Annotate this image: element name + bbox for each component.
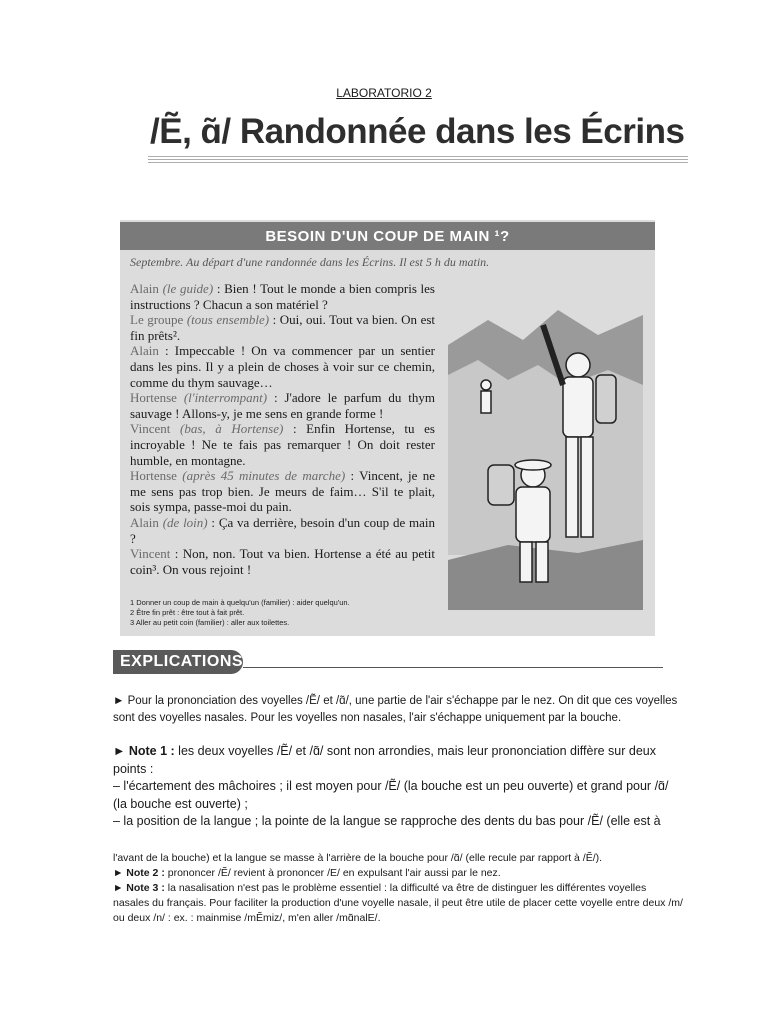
- dialogue-line: Vincent (bas, à Hortense) : Enfin Hortense, tu es incroyable ! Ne te fais pas remarquer ! On doit rester humble, en montagne.: [130, 421, 435, 468]
- divider: [243, 667, 663, 668]
- explanation-paragraph: ► Pour la prononciation des voyelles /Ẽ/ et /ɑ̃/, une partie de l'air s'échappe par le nez. On dit que ces voyelles sont des voyelles nasales. Pour les voyelles non nasales, l'air s'échappe uniquement par la bouche.: [113, 695, 678, 724]
- dialogue-line: Hortense (l'interrompant) : J'adore le parfum du thym sauvage ! Allons-y, je me sens en grande forme !: [130, 390, 435, 421]
- speaker: Alain (le guide): [130, 281, 214, 296]
- explications-heading: EXPLICATIONS: [120, 653, 244, 670]
- page-title: /Ẽ, ɑ̃/ Randonnée dans les Écrins: [150, 112, 685, 151]
- note-3: ► Note 3 : la nasalisation n'est pas le problème essentiel : la difficulté va être de distinguer les différentes voyelles nasales du français. Pour faciliter la production d'une voyelle nasale, il peut être utile de placer cette voyelle entre deux /m/ ou deux /n/ : ex. : mainmise /mẼmiz/, m'en aller /mɑ̃nalE/.: [113, 882, 683, 924]
- footnotes: [130, 598, 350, 628]
- note-1: ► Note 1 : les deux voyelles /Ẽ/ et /ɑ̃/ sont non arrondies, mais leur prononciation diffère sur deux points : – l'écartement des mâchoires ; il est moyen pour /Ẽ/ (la bouche est un peu ouverte) et grand pour /ɑ̃/ (la bouche est ouverte) ; – la position de la langue ; la pointe de la langue se rapproche des dents du bas pour /Ẽ/ (elle est à: [113, 744, 669, 828]
- note-label: ► Note 1 :: [113, 744, 175, 758]
- speaker: Vincent: [130, 546, 171, 562]
- notes-continued: l'avant de la bouche) et la langue se masse à l'arrière de la bouche pour /ɑ̃/ (elle recule par rapport à /Ẽ/). ► Note 2 : prononcer /Ẽ/ revient à prononcer /E/ en expulsant l'air aussi par le nez. ► Note 3 : la nasalisation n'est pas le problème essentiel : la difficulté va être de distinguer les différentes voyelles nasales du français. Pour faciliter la production d'une voyelle nasale, il peut être utile de placer cette voyelle entre deux /m/ ou deux /n/ : ex. : mainmise /mẼmiz/, m'en aller /mɑ̃nalE/.: [113, 852, 683, 924]
- dialogue-line: Le groupe (tous ensemble) : Oui, oui. Tout va bien. On est fin prêts².: [130, 312, 436, 343]
- dialogue-heading: BESOIN D'UN COUP DE MAIN ¹?: [265, 228, 510, 245]
- speaker: Alain: [130, 343, 159, 359]
- dialogue-line: Alain (de loin) : Ça va derrière, besoin d'un coup de main ?: [130, 514, 436, 546]
- footnote: 3 Aller au petit coin (familier) : aller aux toilettes.: [130, 618, 290, 627]
- speaker: Vincent (bas, à Hortense): [130, 421, 284, 437]
- footnote: 2 Être fin prêt : être tout à fait prêt.: [130, 608, 245, 617]
- speaker: Le groupe (tous ensemble): [130, 312, 270, 328]
- speaker: Alain (de loin): [130, 514, 208, 530]
- dialogue-line: Alain (le guide) : Bien ! Tout le monde a bien compris les instructions ? Chacun a son matériel ?: [130, 281, 435, 312]
- lab-label: LABORATORIO 2: [336, 86, 432, 100]
- speaker: Hortense (l'interrompant): [130, 390, 268, 406]
- dialogue-line: Hortense (après 45 minutes de marche) : Vincent, je ne me sens pas trop bien. Je meurs de faim… S'il te plait, sois sympa, passe-moi du pain.: [130, 468, 435, 515]
- dialogue-text: [130, 281, 435, 577]
- title-decoration: [148, 156, 688, 164]
- note-2: ► Note 2 : prononcer /Ẽ/ revient à prononcer /E/ en expulsant l'air aussi par le nez.: [113, 867, 501, 879]
- dialogue-line: Vincent : Non, non. Tout va bien. Hortense a été au petit coin³. On vous rejoint !: [130, 546, 435, 577]
- speaker: Hortense (après 45 minutes de marche): [130, 468, 346, 484]
- hikers-illustration: [448, 305, 643, 610]
- dialogue-line: Alain : Impeccable ! On va commencer par un sentier dans les pins. Il y a plein de choses à voir sur ce chemin, comme du thym sauvage…: [130, 343, 436, 390]
- dialogue-intro: Septembre. Au départ d'une randonnée dans les Écrins. Il est 5 h du matin.: [130, 255, 490, 269]
- footnote: 1 Donner un coup de main à quelqu'un (familier) : aider quelqu'un.: [130, 598, 350, 607]
